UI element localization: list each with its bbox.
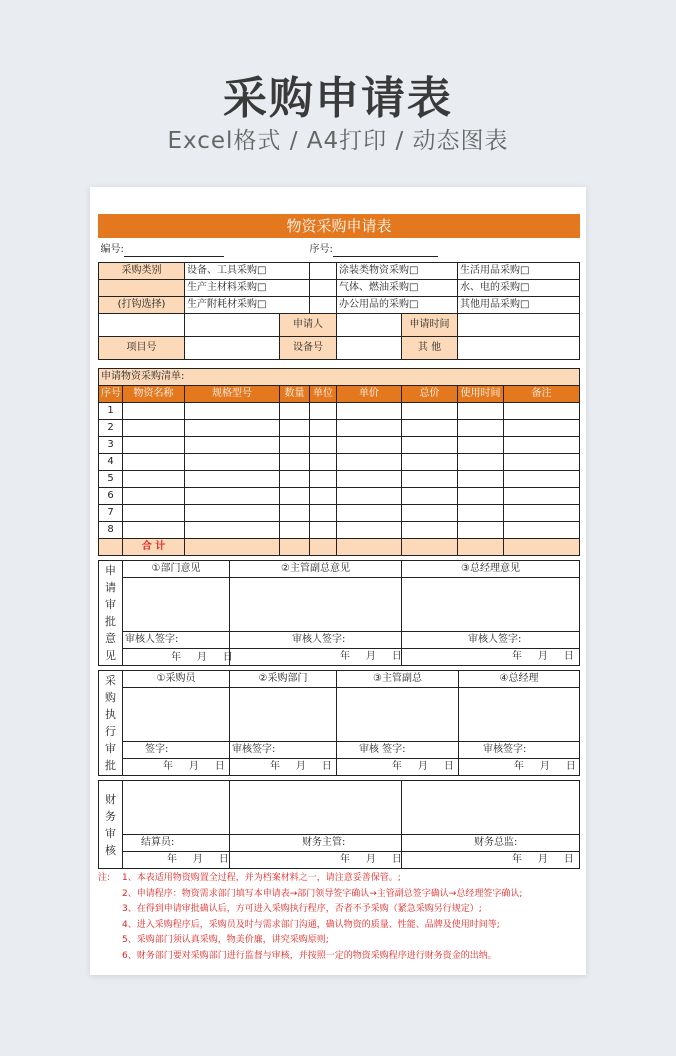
category-option[interactable]: 水、电的采购□ (458, 280, 580, 297)
other-label: 其 他 (402, 337, 458, 360)
purchase-form (98, 214, 579, 965)
approval-side-label: 申 请 审 批 意 见 (99, 561, 123, 666)
row-number: 4 (99, 454, 123, 471)
category-option[interactable]: 办公用品的采购□ (337, 297, 458, 314)
table-row (99, 488, 580, 505)
approval-sign[interactable]: 审核人签字: (230, 632, 402, 649)
approval-sign[interactable]: 审核人签字: (402, 632, 580, 649)
approval-head: ③总经理意见 (402, 561, 580, 578)
note-item: 3、在得到申请审批确认后，方可进入采购执行程序，否者不予采购（紧急采购另行规定）; (122, 904, 482, 915)
page-title: 采购申请表 (223, 73, 453, 124)
category-option[interactable]: 其他用品采购□ (458, 297, 580, 314)
finance-side-label: 财 务 审 核 (99, 781, 123, 869)
project-field[interactable] (185, 337, 280, 360)
execution-head: ②采购部门 (230, 671, 337, 688)
document-sheet (90, 187, 586, 975)
approval-opinion-field[interactable] (402, 578, 580, 632)
approval-head: ②主管副总意见 (230, 561, 402, 578)
applicant-label: 申请人 (280, 314, 337, 337)
column-header: 规格型号 (185, 386, 280, 403)
approval-date[interactable]: 年 月 日 (230, 649, 402, 666)
approval-sign[interactable]: 审核人签字: (123, 632, 230, 649)
execution-side-label: 采 购 执 行 审 批 (99, 671, 123, 776)
execution-sign[interactable]: 审核签字: (459, 742, 580, 759)
apply-time-field[interactable] (458, 314, 580, 337)
table-row (99, 471, 580, 488)
category-option[interactable]: 生产主材料采购□ (185, 280, 310, 297)
row-number: 7 (99, 505, 123, 522)
column-header: 物资名称 (123, 386, 185, 403)
list-label: 申请物资采购清单: (99, 369, 580, 386)
row-number: 3 (99, 437, 123, 454)
device-field[interactable] (337, 337, 402, 360)
finance-date[interactable]: 年 月 日 (402, 852, 580, 869)
row-number: 6 (99, 488, 123, 505)
finance-sign[interactable]: 财务主管: (230, 835, 402, 852)
column-header: 单位 (310, 386, 337, 403)
approval-date[interactable]: 年 月 日 (123, 649, 230, 666)
form-table (98, 214, 580, 556)
category-option[interactable]: 生活用品采购□ (458, 263, 580, 280)
number-field[interactable] (99, 238, 310, 263)
tick-hint: (打钩选择) (99, 297, 185, 314)
row-number: 8 (99, 522, 123, 539)
list-header (99, 386, 580, 403)
sequence-label: 序号: (309, 244, 333, 255)
execution-head: ③主管副总 (337, 671, 459, 688)
device-label: 设备号 (280, 337, 337, 360)
sequence-field[interactable] (310, 238, 580, 263)
note-item: 6、财务部门要对采购部门进行监督与审核，并按照一定的物资采购程序进行财务资金的出纳。 (122, 950, 497, 961)
category-option[interactable]: 涂装类物资采购□ (337, 263, 458, 280)
table-row (99, 454, 580, 471)
table-row (99, 437, 580, 454)
row-number: 1 (99, 403, 123, 420)
execution-date[interactable]: 年 月 日 (123, 759, 230, 776)
note-item: 5、采购部门须认真采购，物美价廉，讲究采购原则; (122, 935, 329, 946)
column-header: 总价 (402, 386, 458, 403)
applicant-field[interactable] (337, 314, 402, 337)
column-header: 数量 (280, 386, 310, 403)
finance-opinion-field[interactable] (402, 781, 580, 835)
row-number: 2 (99, 420, 123, 437)
row-number: 5 (99, 471, 123, 488)
finance-date[interactable]: 年 月 日 (123, 852, 230, 869)
total-label: 合 计 (123, 539, 185, 556)
notes (98, 871, 579, 965)
other-field[interactable] (458, 337, 580, 360)
project-label: 项目号 (99, 337, 185, 360)
note-item: 2、申请程序：物资需求部门填写本申请表→部门领导签字确认→主管副总签字确认→总经理签字确认; (122, 888, 523, 899)
table-row (99, 420, 580, 437)
finance-date[interactable]: 年 月 日 (230, 852, 402, 869)
column-header: 使用时间 (458, 386, 504, 403)
category-option[interactable]: 设备、工具采购□ (185, 263, 310, 280)
finance-sign[interactable]: 结算员: (123, 835, 230, 852)
table-row (99, 403, 580, 420)
form-title: 物资采购申请表 (99, 215, 580, 238)
execution-head: ①采购员 (123, 671, 230, 688)
apply-time-label: 申请时间 (402, 314, 458, 337)
column-header: 备注 (504, 386, 580, 403)
total-row (99, 539, 580, 556)
execution-date[interactable]: 年 月 日 (230, 759, 337, 776)
column-header: 序号 (99, 386, 123, 403)
approval-opinion-field[interactable] (123, 578, 230, 632)
execution-head: ④总经理 (459, 671, 580, 688)
table-row (99, 522, 580, 539)
category-option[interactable]: 气体、燃油采购□ (337, 280, 458, 297)
finance-sign[interactable]: 财务总监: (402, 835, 580, 852)
number-label: 编号: (100, 244, 124, 255)
approval-date[interactable]: 年 月 日 (402, 649, 580, 666)
category-option[interactable]: 生产附耗材采购□ (185, 297, 310, 314)
notes-label: 注: (98, 873, 111, 883)
execution-opinion-field[interactable] (230, 688, 337, 742)
page-subtitle: Excel格式 / A4打印 / 动态图表 (167, 128, 509, 154)
execution-opinion-field[interactable] (459, 688, 580, 742)
column-header: 单价 (337, 386, 402, 403)
execution-date[interactable]: 年 月 日 (459, 759, 580, 776)
approval-head: ①部门意见 (123, 561, 230, 578)
approval-table (98, 560, 580, 666)
execution-sign[interactable]: 审核签字: (230, 742, 337, 759)
execution-opinion-field[interactable] (337, 688, 459, 742)
finance-opinion-field[interactable] (123, 781, 230, 835)
execution-sign[interactable]: 审核 签字: (337, 742, 459, 759)
item-rows (99, 403, 580, 539)
execution-opinion-field[interactable] (123, 688, 230, 742)
note-item: 4、进入采购程序后，采购员及时与需求部门沟通，确认物资的质量、性能、品牌及使用时间等; (122, 919, 500, 930)
category-label: 采购类别 (99, 263, 185, 280)
execution-sign[interactable]: 签字: (123, 742, 230, 759)
table-row (99, 505, 580, 522)
finance-table (98, 780, 580, 869)
execution-table (98, 670, 580, 776)
approval-opinion-field[interactable] (230, 578, 402, 632)
finance-opinion-field[interactable] (230, 781, 402, 835)
execution-date[interactable]: 年 月 日 (337, 759, 459, 776)
note-item: 1、本表适用物资购置全过程，并为档案材料之一，请注意妥善保管。; (122, 873, 401, 883)
